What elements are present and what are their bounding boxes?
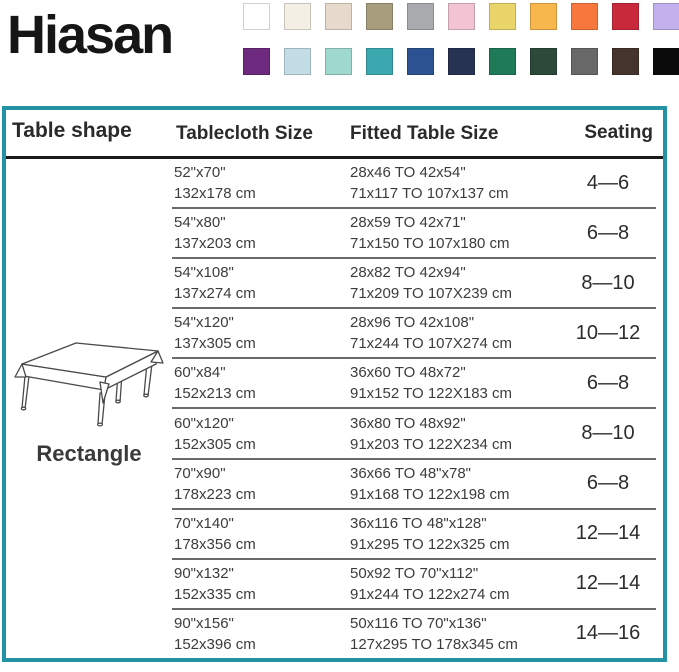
tablecloth-size-cell: 52"x70" 132x178 cm	[174, 164, 256, 203]
color-swatch[interactable]	[407, 48, 434, 75]
fitted-table-size-cell: 28x82 TO 42x94" 71x209 TO 107X239 cm	[350, 264, 513, 303]
color-swatch-grid	[243, 3, 679, 93]
color-swatch[interactable]	[653, 3, 679, 30]
tablecloth-size-cell: 54"x120" 137x305 cm	[174, 314, 256, 353]
size-chart-row	[172, 359, 656, 409]
tablecloth-size-cell: 90"x156" 152x396 cm	[174, 614, 256, 653]
size-chart-row	[172, 610, 656, 658]
color-swatch[interactable]	[284, 3, 311, 30]
header-tablecloth-size: Tablecloth Size	[176, 123, 313, 144]
size-chart-rows	[172, 159, 656, 658]
color-swatch[interactable]	[612, 48, 639, 75]
seating-cell: 6—8	[586, 371, 630, 394]
color-swatch[interactable]	[530, 3, 557, 30]
size-chart-row	[172, 309, 656, 359]
header-seating: Seating	[584, 122, 653, 143]
fitted-table-size-cell: 36x60 TO 48x72" 91x152 TO 122X183 cm	[350, 364, 513, 403]
brand-logo: Hiasan	[7, 5, 173, 65]
size-chart-header-row	[6, 110, 663, 159]
color-swatch[interactable]	[366, 48, 393, 75]
fitted-table-size-cell: 28x96 TO 42x108" 71x244 TO 107X274 cm	[350, 314, 513, 353]
tablecloth-size-cell: 90"x132" 152x335 cm	[174, 564, 256, 603]
seating-cell: 8—10	[581, 271, 635, 294]
rectangle-table-icon	[12, 331, 164, 429]
color-swatch[interactable]	[571, 48, 598, 75]
seating-cell: 6—8	[586, 472, 630, 495]
seating-cell: 6—8	[586, 221, 630, 244]
size-chart-table	[2, 106, 667, 662]
color-swatch[interactable]	[489, 3, 516, 30]
seating-cell: 12—14	[575, 572, 641, 595]
tablecloth-size-cell: 70"x90" 178x223 cm	[174, 464, 256, 503]
color-swatch[interactable]	[489, 48, 516, 75]
header-table-shape: Table shape	[12, 119, 132, 142]
color-swatch[interactable]	[407, 3, 434, 30]
tablecloth-size-cell: 60"x120" 152x305 cm	[174, 414, 256, 453]
color-swatch[interactable]	[325, 3, 352, 30]
header-fitted-table-size: Fitted Table Size	[350, 123, 499, 144]
color-swatch-row-2	[243, 48, 679, 75]
size-chart-row	[172, 560, 656, 610]
size-chart-row	[172, 209, 656, 259]
color-swatch[interactable]	[530, 48, 557, 75]
fitted-table-size-cell: 36x66 TO 48"x78" 91x168 TO 122x198 cm	[350, 464, 510, 503]
seating-cell: 8—10	[581, 422, 635, 445]
tablecloth-size-cell: 70"x140" 178x356 cm	[174, 514, 256, 553]
color-swatch[interactable]	[366, 3, 393, 30]
table-shape-column	[6, 159, 172, 658]
fitted-table-size-cell: 50x116 TO 70"x136" 127x295 TO 178x345 cm	[350, 614, 518, 653]
seating-cell: 10—12	[575, 321, 641, 344]
color-swatch[interactable]	[243, 3, 270, 30]
color-swatch[interactable]	[243, 48, 270, 75]
color-swatch[interactable]	[571, 3, 598, 30]
seating-cell: 12—14	[575, 522, 641, 545]
color-swatch[interactable]	[448, 48, 475, 75]
fitted-table-size-cell: 28x59 TO 42x71" 71x150 TO 107x180 cm	[350, 214, 510, 253]
table-shape-label: Rectangle	[36, 441, 142, 466]
size-chart-row	[172, 259, 656, 309]
fitted-table-size-cell: 36x80 TO 48x92" 91x203 TO 122X234 cm	[350, 414, 513, 453]
size-chart-row	[172, 460, 656, 510]
seating-cell: 14—16	[575, 622, 641, 645]
tablecloth-size-cell: 60"x84" 152x213 cm	[174, 364, 256, 403]
color-swatch[interactable]	[653, 48, 679, 75]
fitted-table-size-cell: 50x92 TO 70"x112" 91x244 TO 122x274 cm	[350, 564, 510, 603]
size-chart-row	[172, 510, 656, 560]
color-swatch-row-1	[243, 3, 679, 30]
color-swatch[interactable]	[284, 48, 311, 75]
color-swatch[interactable]	[325, 48, 352, 75]
color-swatch[interactable]	[448, 3, 475, 30]
size-chart-row	[172, 409, 656, 459]
size-chart-body	[6, 159, 663, 658]
seating-cell: 4—6	[586, 171, 630, 194]
size-chart-row	[172, 159, 656, 209]
fitted-table-size-cell: 28x46 TO 42x54" 71x117 TO 107x137 cm	[350, 164, 509, 203]
fitted-table-size-cell: 36x116 TO 48"x128" 91x295 TO 122x325 cm	[350, 514, 510, 553]
color-swatch[interactable]	[612, 3, 639, 30]
tablecloth-size-cell: 54"x108" 137x274 cm	[174, 264, 256, 303]
tablecloth-size-cell: 54"x80" 137x203 cm	[174, 214, 256, 253]
